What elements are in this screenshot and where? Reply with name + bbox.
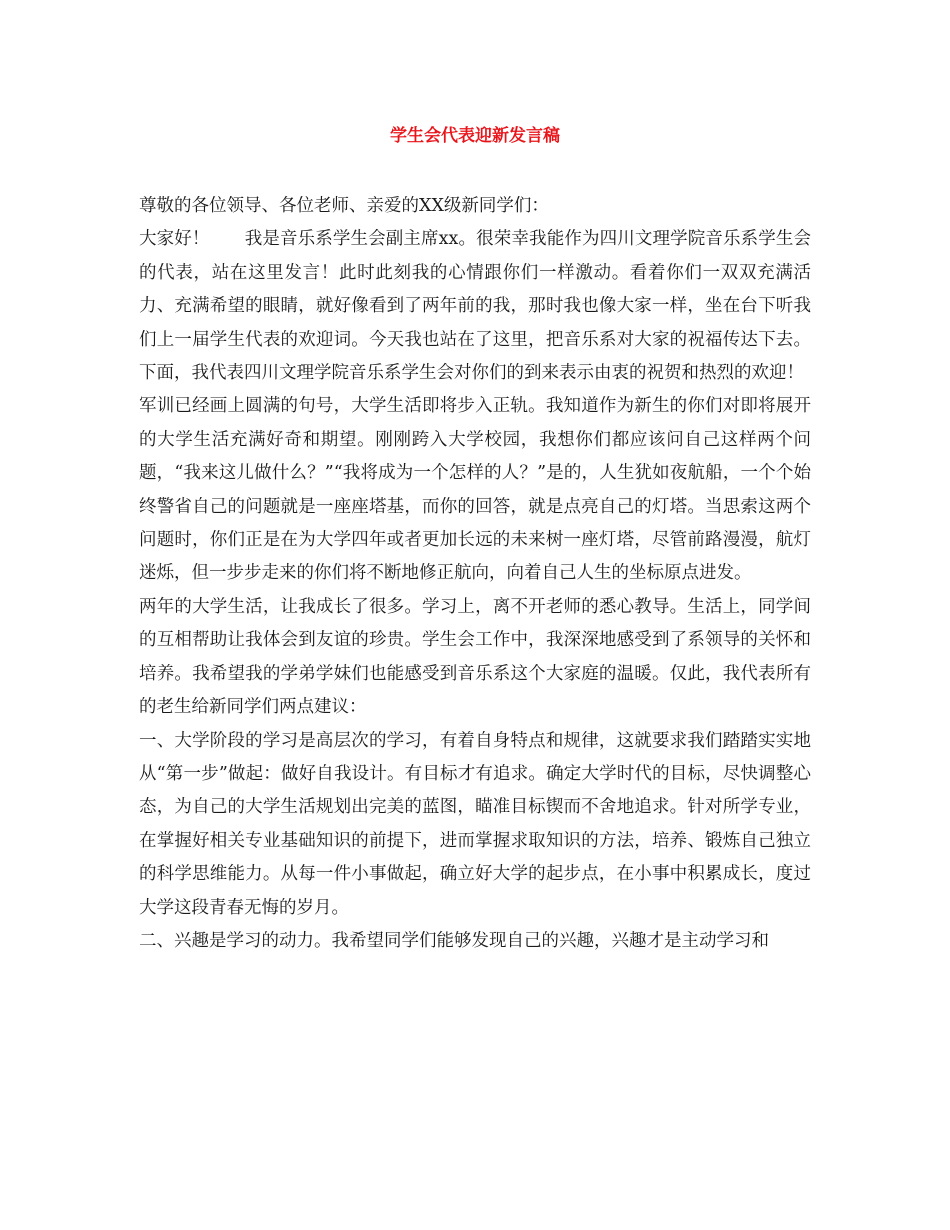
document-body bbox=[139, 190, 811, 958]
greeting-paragraph: 大家好！ 我是音乐系学生会副主席xx。很荣幸我能作为四川文理学院音乐系学生会的代表，站在这里发言！此时此刻我的心情跟你们一样激动。看着你们一双双充满活力、充满希望的眼睛，就好像看到了两年前的我，那时我也像大家一样，坐在台下听我们上一届学生代表的欢迎词。今天我也站在了这里，把音乐系对大家的祝福传达下去。下面，我代表四川文理学院音乐系学生会对你们的到来表示由衷的祝贺和热烈的欢迎！ bbox=[139, 229, 811, 384]
suggestion-one-paragraph: 一、大学阶段的学习是高层次的学习，有着自身特点和规律，这就要求我们踏踏实实地从“第一步”做起：做好自我设计。有目标才有追求。确定大学时代的目标，尽快调整心态，为自己的大学生活规划出完美的蓝图，瞄准目标锲而不舍地追求。针对所学专业，在掌握好相关专业基础知识的前提下，进而掌握求取知识的方法，培养、锻炼自己独立的科学思维能力。从每一件小事做起，确立好大学的起步点，在小事中积累成长，度过大学这段青春无悔的岁月。 bbox=[139, 730, 811, 918]
college-life-paragraph: 两年的大学生活，让我成长了很多。学习上，离不开老师的悉心教导。生活上，同学间的互相帮助让我体会到友谊的珍贵。学生会工作中，我深深地感受到了系领导的关怀和培养。我希望我的学弟学妹们也能感受到音乐系这个大家庭的温暖。仅此，我代表所有的老生给新同学们两点建议： bbox=[139, 596, 811, 718]
salutation-paragraph: 尊敬的各位领导、各位老师、亲爱的XX级新同学们： bbox=[139, 196, 549, 216]
page-title: 学生会代表迎新发言稿 bbox=[390, 126, 560, 146]
suggestion-two-paragraph: 二、兴趣是学习的动力。我希望同学们能够发现自己的兴趣，兴趣才是主动学习和 bbox=[139, 930, 769, 951]
military-training-paragraph: 军训已经画上圆满的句号，大学生活即将步入正轨。我知道作为新生的你们对即将展开的大学生活充满好奇和期望。刚刚跨入大学校园，我想你们都应该问自己这样两个问题，“我来这儿做什么？”“我将成为一个怎样的人？”是的，人生犹如夜航船，一个个始终警省自己的问题就是一座座塔基，而你的回答，就是点亮自己的灯塔。当思索这两个问题时，你们正是在为大学四年或者更加长远的未来树一座灯塔，尽管前路漫漫，航灯迷烁，但一步步走来的你们将不断地修正航向，向着自己人生的坐标原点进发。 bbox=[139, 396, 811, 584]
